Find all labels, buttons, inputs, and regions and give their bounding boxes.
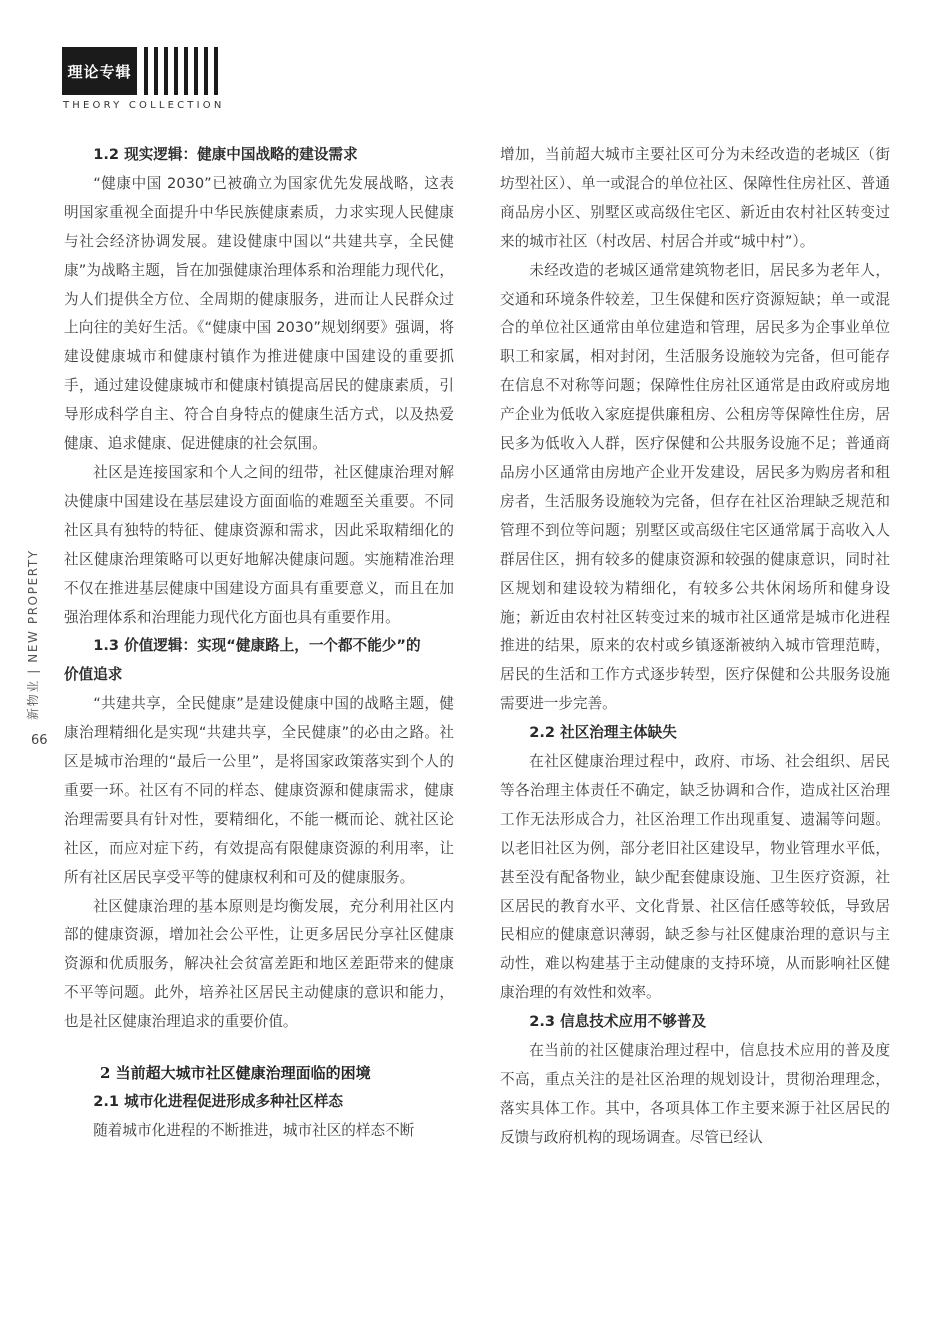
section-heading-2-3: 2.3 信息技术应用不够普及 [529, 1013, 707, 1031]
paragraph: 在社区健康治理过程中，政府、市场、社会组织、居民等各治理主体责任不确定，缺乏协调和合作，造成社区治理工作无法形成合力，社区治理工作出现重复、遗漏等问题。以老旧社区为例，部分老旧社区建设早，物业管理水平低，甚至没有配备物业，缺少配套健康设施、卫生医疗资源，社区居民的教育水平、文化背景、社区信任感等较低，导致居民相应的健康意识薄弱，缺乏参与社区健康治理的意识与主动性，难以构建基于主动健康的支持环境，从而影响社区健康治理的有效性和效率。 [500, 753, 890, 1002]
paragraph: “共建共享，全民健康”是建设健康中国的战略主题，健康治理精细化是实现“共建共享，全民健康”的必由之路。社区是城市治理的“最后一公里”，是将国家政策落实到个人的重要一环。社区有不同的样态、健康资源和健康需求，健康治理需要具有针对性，要精细化，不能一概而论、就社区论社区，而应对症下药，有效提高有限健康资源的利用率，让所有社区居民享受平等的健康权利和可及的健康服务。 [64, 695, 454, 886]
paragraph: “健康中国 2030”已被确立为国家优先发展战略，这表明国家重视全面提升中华民族健康素质，力求实现人民健康与社会经济协调发展。建设健康中国以“共建共享，全民健康”为战略主题，旨在加强健康治理体系和治理能力现代化，为人们提供全方位、全周期的健康服务，进而让人民群众过上向往的美好生活。《“健康中国 2030”规划纲要》强调，将建设健康城市和健康村镇作为推进健康中国建设的重要抓手，通过建设健康城市和健康村镇提高居民的健康素质，引导形成科学自主、符合自身特点的健康生活方式，以及热爱健康、追求健康、促进健康的社会氛围。 [64, 174, 454, 453]
series-title-en: THEORY COLLECTION [63, 100, 225, 111]
barcode-decoration [142, 47, 222, 95]
paragraph: 在当前的社区健康治理过程中，信息技术应用的普及度不高，重点关注的是社区治理的规划设计，贯彻治理理念，落实具体工作。其中，各项具体工作主要来源于社区居民的反馈与政府机构的现场调查。尽管已经认 [500, 1042, 890, 1146]
section-heading-1-3-line1: 1.3 价值逻辑：实现“健康路上，一个都不能少”的 [93, 637, 421, 655]
right-column [500, 141, 890, 1153]
paragraph: 未经改造的老城区通常建筑物老旧，居民多为老年人，交通和环境条件较差，卫生保健和医疗资源短缺；单一或混合的单位社区通常由单位建造和管理，居民多为企事业单位职工和家属，相对封闭，生活服务设施较为完备，但可能存在信息不对称等问题；保障性住房社区通常是由政府或房地产企业为低收入家庭提供廉租房、公租房等保障性住房，居民多为低收入人群，医疗保健和公共服务设施不足；普通商品房小区通常由房地产企业开发建设，居民多为购房者和租房者，生活服务设施较为完备，但存在社区治理缺乏规范和管理不到位等问题；别墅区或高级住宅区通常属于高收入人群居住区，拥有较多的健康资源和较强的健康意识，同时社区规划和建设较为精细化，有较多公共休闲场所和健身设施；新近由农村社区转变过来的城市社区通常是城市化进程推进的结果，原来的农村或乡镇逐渐被纳入城市管理范畴，居民的生活和工作方式逐步转型，医疗保健和公共服务设施需要进一步完善。 [500, 261, 890, 713]
section-heading-1-3 [64, 632, 454, 690]
series-title-cn: 理论专辑 [67, 62, 132, 81]
chapter-heading-2: 2 当前超大城市社区健康治理面临的困境 [100, 1064, 371, 1083]
paragraph: 社区健康治理的基本原则是均衡发展，充分利用社区内部的健康资源，增加社会公平性，让更多居民分享社区健康资源和优质服务，解决社会贫富差距和地区差距带来的健康不平等问题。此外，培养社区居民主动健康的意识和能力，也是社区健康治理追求的重要价值。 [64, 897, 454, 1031]
section-heading-1-3-line2: 价值追求 [64, 666, 123, 684]
paragraph: 随着城市化进程的不断推进，城市社区的样态不断 [93, 1121, 415, 1139]
series-logo [62, 47, 137, 95]
section-heading-1-2: 1.2 现实逻辑：健康中国战略的建设需求 [93, 146, 358, 163]
section-heading-2-2: 2.2 社区治理主体缺失 [529, 724, 677, 742]
paragraph: 增加，当前超大城市主要社区可分为未经改造的老城区（街坊型社区）、单一或混合的单位社区、保障性住房社区、普通商品房小区、别墅区或高级住宅区、新近由农村社区转变过来的城市社区（村改居、村居合并或“城中村”）。 [500, 146, 890, 250]
section-heading-2-1: 2.1 城市化进程促进形成多种社区样态 [93, 1093, 344, 1110]
paragraph: 社区是连接国家和个人之间的纽带，社区健康治理对解决健康中国建设在基层建设方面面临的难题至关重要。不同社区具有独特的特征、健康资源和需求，因此采取精细化的社区健康治理策略可以更好地解决健康问题。实施精准治理不仅在推进基层健康中国建设方面具有重要意义，而且在加强治理体系和治理能力现代化方面也具有重要作用。 [64, 463, 454, 626]
magazine-side-label: 新物业 | NEW PROPERTY [26, 549, 40, 720]
left-column [64, 141, 454, 1146]
page-number: 66 [31, 733, 48, 748]
